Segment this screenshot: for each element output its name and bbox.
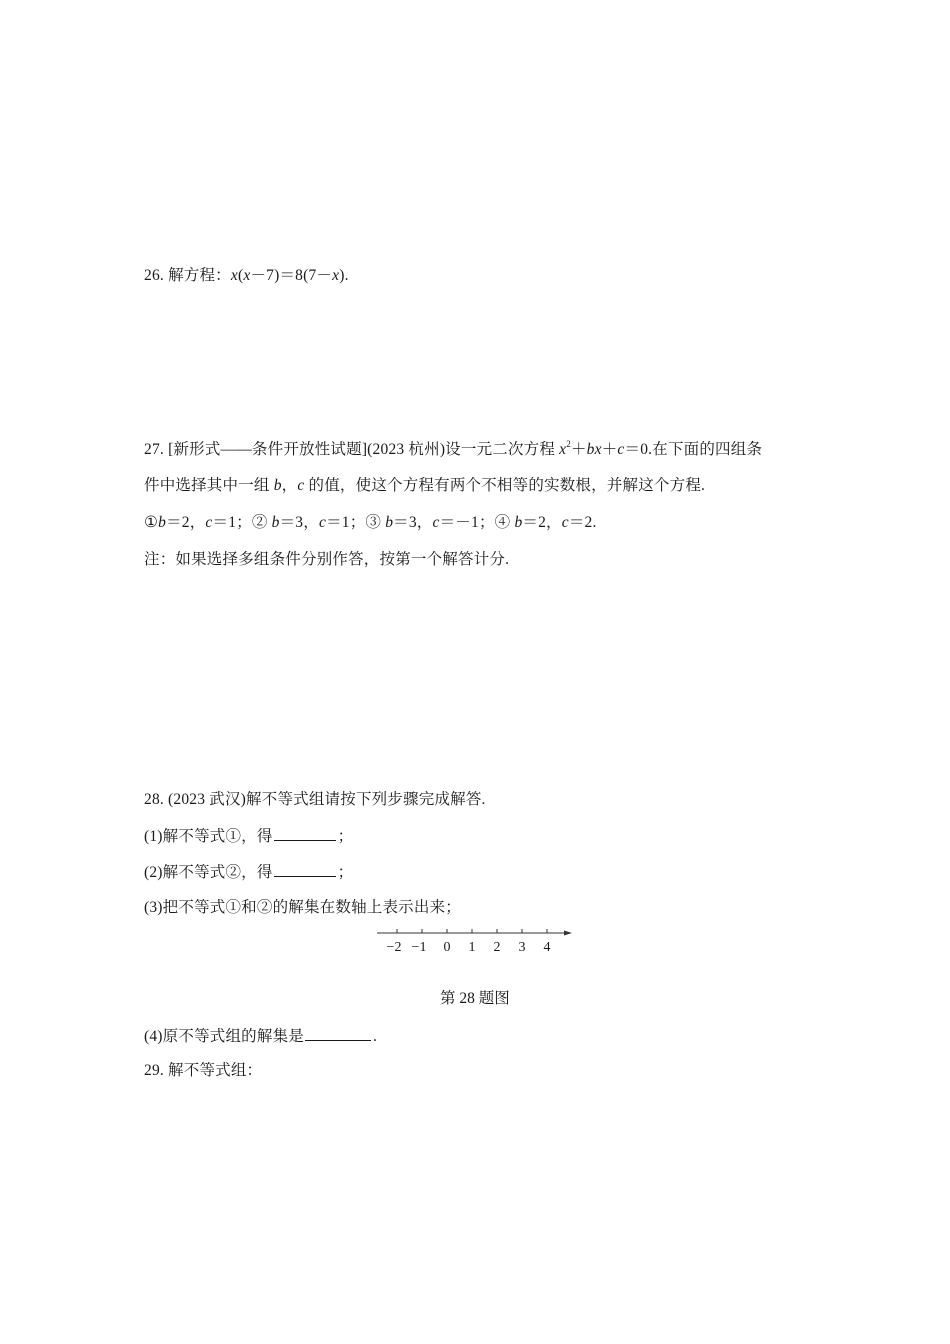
- step-text: (4)原不等式组的解集是: [144, 1028, 304, 1045]
- step-text: (2)解不等式②，得: [144, 864, 273, 881]
- option-c-value: ＝1；: [212, 514, 252, 531]
- equation-var: x: [332, 267, 340, 284]
- question-number: 27.: [144, 441, 164, 458]
- option-2: [252, 514, 366, 531]
- option-mark: ③: [365, 514, 386, 531]
- equation-var: x: [559, 441, 567, 458]
- option-1: [144, 514, 252, 531]
- question-text: 的值，使这个方程有两个不相等的实数根，并解这个方程.: [304, 477, 706, 494]
- exponent: 2: [566, 439, 571, 449]
- tick-label: −2: [386, 940, 402, 955]
- punctuation: ；: [337, 828, 354, 845]
- arrow-right-icon: [564, 931, 572, 936]
- option-4: [495, 514, 597, 531]
- step-text: (1)解不等式①，得: [144, 828, 273, 845]
- punctuation: ，: [281, 477, 298, 494]
- var-c: c: [432, 514, 440, 531]
- tick-label: −1: [411, 940, 427, 955]
- tick-label: 0: [443, 940, 451, 955]
- answer-blank[interactable]: [274, 826, 336, 841]
- option-mark: ④: [494, 514, 515, 531]
- equation-var: b: [273, 477, 282, 494]
- var-b: b: [158, 514, 167, 531]
- tick-label: 2: [493, 940, 501, 955]
- option-b-value: ＝3，: [393, 514, 433, 531]
- equation-var: c: [617, 441, 625, 458]
- option-b-value: ＝2，: [522, 514, 562, 531]
- var-b: b: [271, 514, 280, 531]
- figure-caption: 第 28 题图: [440, 990, 510, 1007]
- var-b: b: [514, 514, 523, 531]
- option-c-value: ＝2.: [568, 514, 597, 531]
- question-number: 26.: [144, 267, 164, 284]
- question-28-title: 28. (2023 武汉)解不等式组请按下列步骤完成解答.: [144, 791, 486, 808]
- tick-labels: [387, 940, 551, 955]
- option-c-value: ＝－1；: [439, 514, 495, 531]
- answer-blank[interactable]: [305, 1026, 371, 1041]
- equation-var: c: [297, 477, 305, 494]
- option-c-value: ＝1；: [326, 514, 366, 531]
- punctuation: .: [372, 1028, 378, 1045]
- question-28-step-1: [144, 826, 353, 847]
- tick-label: 3: [518, 940, 526, 955]
- question-28-step-4: [144, 1026, 377, 1047]
- equation-text: ).: [339, 267, 349, 284]
- question-text: ＝0.在下面的四组条: [624, 441, 763, 458]
- var-c: c: [561, 514, 569, 531]
- question-27-note: 注：如果选择多组条件分别作答，按第一个解答计分.: [144, 551, 510, 568]
- equation-text: (: [237, 267, 244, 284]
- question-28-step-3: (3)把不等式①和②的解集在数轴上表示出来；: [144, 899, 461, 916]
- equation-text: －7)＝8(7－: [250, 267, 333, 284]
- option-b-value: ＝2，: [166, 514, 206, 531]
- question-28-step-2: [144, 862, 353, 883]
- question-text: 件中选择其中一组: [144, 477, 274, 494]
- var-b: b: [385, 514, 394, 531]
- question-27-line-1: [144, 440, 762, 460]
- number-line-figure: [372, 920, 582, 960]
- question-29-title: 29. 解不等式组：: [144, 1062, 263, 1079]
- option-b-value: ＝3，: [279, 514, 319, 531]
- operator: ＋: [601, 441, 618, 458]
- question-prefix: 解方程：: [168, 267, 231, 284]
- option-3: [365, 514, 494, 531]
- equation-var: x: [230, 267, 238, 284]
- option-mark: ①: [144, 514, 159, 531]
- option-mark: ②: [251, 514, 272, 531]
- question-27-options: [144, 513, 597, 533]
- tick-label: 1: [468, 940, 476, 955]
- equation-var: b: [586, 441, 595, 458]
- equation-var: x: [594, 441, 602, 458]
- tick-label: 4: [543, 940, 551, 955]
- tick-marks: [397, 929, 547, 933]
- var-c: c: [318, 514, 327, 531]
- question-27-line-2: [144, 476, 705, 496]
- equation-var: x: [243, 267, 251, 284]
- var-c: c: [205, 514, 213, 531]
- question-text: [新形式——条件开放性试题](2023 杭州)设一元二次方程: [168, 441, 560, 458]
- question-26: [144, 266, 349, 286]
- operator: ＋: [570, 441, 587, 458]
- punctuation: ；: [337, 864, 354, 881]
- answer-blank[interactable]: [274, 862, 336, 877]
